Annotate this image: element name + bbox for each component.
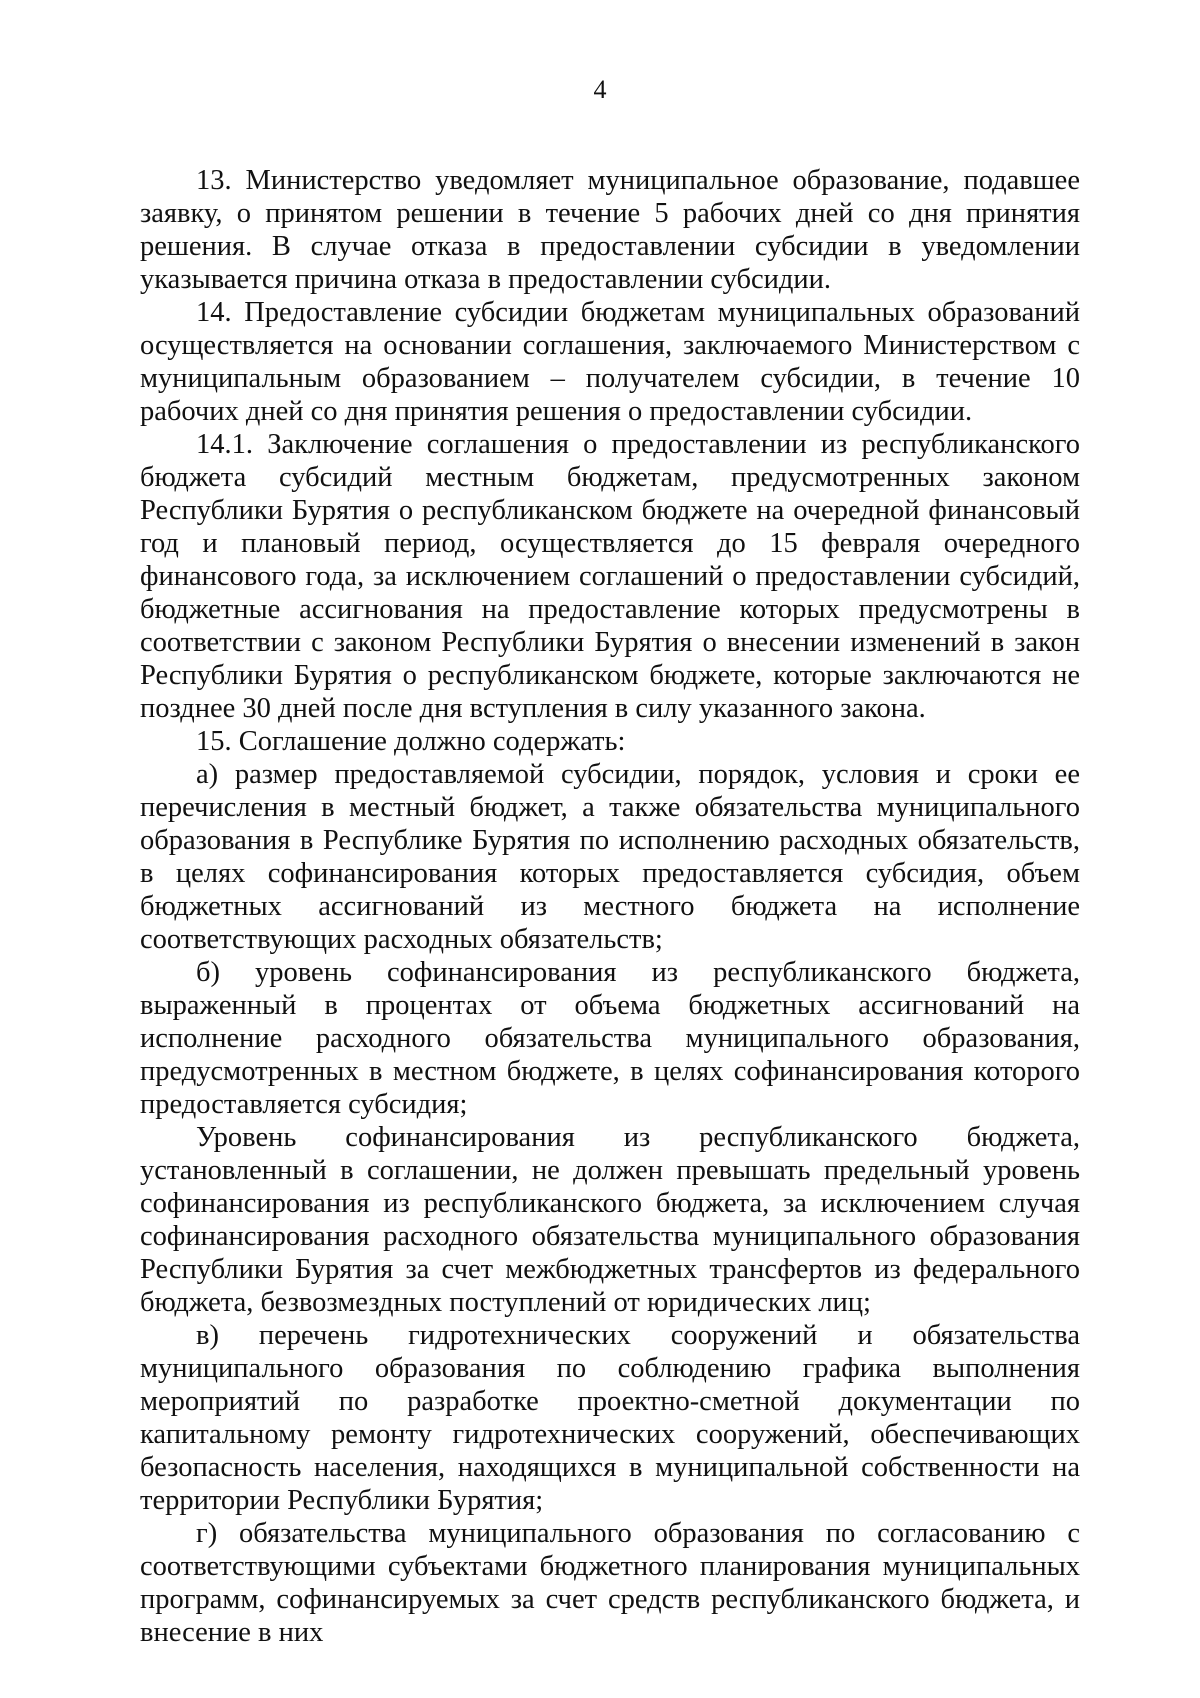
paragraph-15-v: в) перечень гидротехнических сооружений и обязательства муниципального образования по соблюдению графика выполнения мероприятий по разработке проектно-сметной документации по капитальному ремонту гидротехнических сооружений, обеспечивающих безопасность населения, находящихся в муниципальной собственности на территории Республики Бурятия; (140, 1320, 1080, 1516)
paragraph-15: 15. Соглашение должно содержать: (196, 726, 626, 757)
document-body (140, 164, 1080, 1649)
paragraph-15-a: а) размер предоставляемой субсидии, порядок, условия и сроки ее перечисления в местный бюджет, а также обязательства муниципального образования в Республике Бурятия по исполнению расходных обязательств, в целях софинансирования которых предоставляется субсидия, объем бюджетных ассигнований из местного бюджета на исполнение соответствующих расходных обязательств; (140, 759, 1080, 955)
paragraph-cofinancing-level: Уровень софинансирования из республиканского бюджета, установленный в соглашении, не должен превышать предельный уровень софинансирования из республиканского бюджета, за исключением случая софинансирования расходного обязательства муниципального образования Республики Бурятия за счет межбюджетных трансфертов из федерального бюджета, безвозмездных поступлений от юридических лиц; (140, 1122, 1080, 1318)
paragraph-14-1: 14.1. Заключение соглашения о предоставлении из республиканского бюджета субсидий местным бюджетам, предусмотренных законом Республики Бурятия о республиканском бюджете на очередной финансовый год и плановый период, осуществляется до 15 февраля очередного финансового года, за исключением соглашений о предоставлении субсидий, бюджетные ассигнования на предоставление которых предусмотрены в соответствии с законом Республики Бурятия о внесении изменений в закон Республики Бурятия о республиканском бюджете, которые заключаются не позднее 30 дней после дня вступления в силу указанного закона. (140, 429, 1080, 724)
page-number: 4 (593, 75, 607, 104)
paragraph-14: 14. Предоставление субсидии бюджетам муниципальных образований осуществляется на основании соглашения, заключаемого Министерством с муниципальным образованием – получателем субсидии, в течение 10 рабочих дней со дня принятия решения о предоставлении субсидии. (140, 297, 1080, 427)
paragraph-15-g: г) обязательства муниципального образования по согласованию с соответствующими субъектами бюджетного планирования муниципальных программ, софинансируемых за счет средств республиканского бюджета, и внесение в них (140, 1518, 1080, 1648)
paragraph-13: 13. Министерство уведомляет муниципальное образование, подавшее заявку, о принятом решении в течение 5 рабочих дней со дня принятия решения. В случае отказа в предоставлении субсидии в уведомлении указывается причина отказа в предоставлении субсидии. (140, 165, 1080, 295)
paragraph-15-b: б) уровень софинансирования из республиканского бюджета, выраженный в процентах от объема бюджетных ассигнований на исполнение расходного обязательства муниципального образования, предусмотренных в местном бюджете, в целях софинансирования которого предоставляется субсидия; (140, 957, 1080, 1120)
